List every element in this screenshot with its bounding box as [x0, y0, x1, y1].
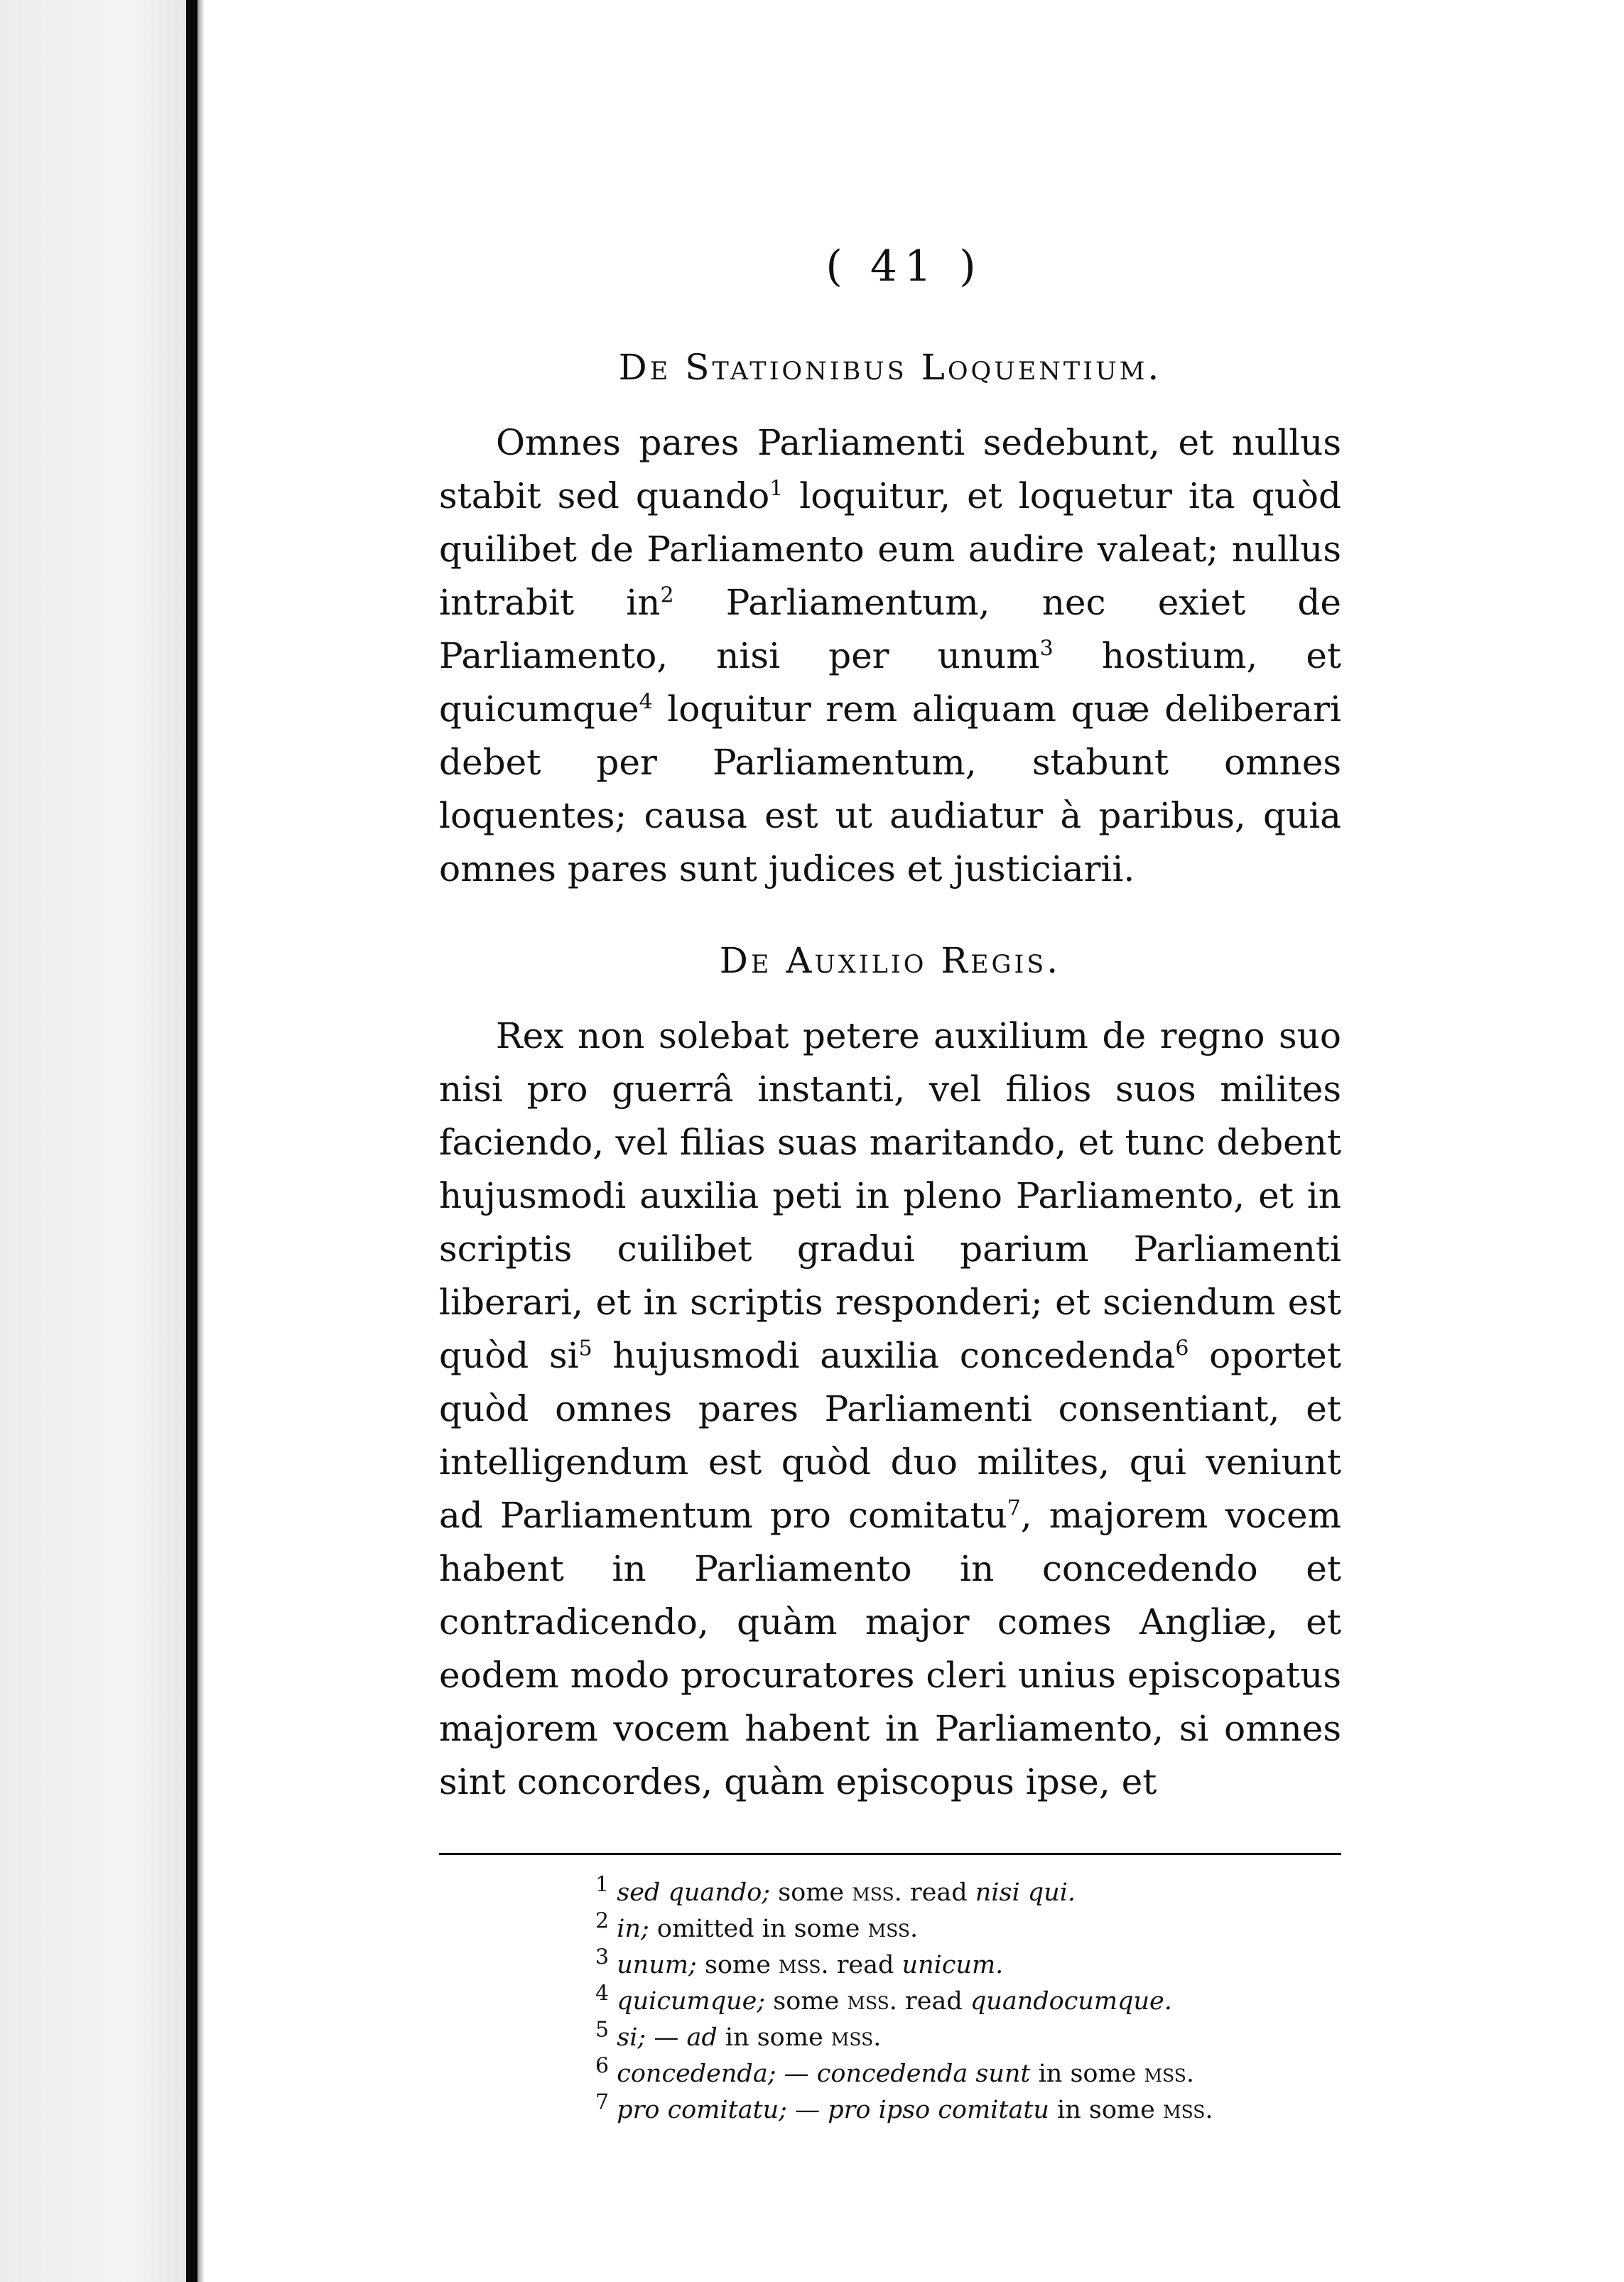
small-caps-text: mss.: [1144, 2060, 1195, 2088]
footnote-number: 6: [595, 2053, 610, 2079]
text-run: , majorem vocem habent in Parliamento in concedendo et contradicendo, quàm major comes Angliæ, et eodem modo procuratores cleri unius episcopatus majorem vocem habent in Parliamento, si omnes sint concordes, quàm episcopus ipse, et: [439, 1495, 1342, 1802]
footnote-number: 1: [595, 1872, 610, 1898]
small-caps-text: mss.: [1162, 2096, 1213, 2124]
footnote-marker: 6: [1175, 1336, 1189, 1361]
footnote-marker: 1: [769, 476, 784, 502]
section-heading-stationibus: De Stationibus Loquentium.: [618, 347, 1162, 388]
page-edge: [197, 0, 205, 2282]
footnote: [595, 2017, 1341, 2056]
text-run: hujusmodi auxilia concedenda: [592, 1335, 1176, 1376]
footnote-number: 4: [595, 1981, 610, 2006]
text-run: Parliamentum, nec exiet de Parliamento, nisi per unum: [439, 582, 1341, 676]
footnote-number: 3: [595, 1945, 610, 1970]
text-run: some: [696, 1951, 779, 1979]
footnotes: [439, 1872, 1341, 2129]
text-run: —: [776, 2060, 817, 2088]
binding-shadow: [186, 0, 197, 2282]
small-caps-text: mss.: [847, 1987, 897, 2016]
footnote-number: 7: [595, 2089, 610, 2115]
italic-text: quicumque;: [617, 1987, 766, 2016]
text-run: some: [765, 1987, 848, 2016]
italic-text: sed quando;: [617, 1878, 771, 1907]
footnote-marker: 3: [1039, 636, 1054, 661]
italic-text: si;: [617, 2023, 646, 2052]
text-run: omitted in some: [649, 1915, 868, 1943]
text-run: read: [902, 1878, 975, 1907]
footnote: [595, 2053, 1341, 2092]
text-run: Rex non solebat petere auxilium de regno suo nisi pro guerrâ instanti, vel filios suos milites faciendo, vel filias suas maritando, et tunc debent hujusmodi auxilia peti in pleno Parliamento, et in scriptis cuilibet gradui parium Parliamenti liberari, et in scriptis responderi; et sciendum est quòd si: [439, 1015, 1341, 1376]
scanner-gutter: [0, 0, 186, 2282]
footnote-marker: 2: [660, 583, 674, 608]
italic-text: concedenda;: [617, 2060, 776, 2088]
italic-text: quandocumque.: [970, 1987, 1172, 2016]
italic-text: pro comitatu;: [617, 2096, 787, 2124]
small-caps-text: mss.: [830, 2023, 882, 2052]
footnote-marker: 7: [1007, 1496, 1021, 1521]
small-caps-text: mss.: [779, 1951, 829, 1979]
text-run: —: [786, 2096, 828, 2124]
italic-text: pro ipso comitatu: [828, 2096, 1049, 2124]
footnote: [595, 1872, 1341, 1911]
text-run: hostium, et quicumque: [439, 635, 1342, 730]
paragraph-stationibus: [439, 416, 1341, 896]
italic-text: concedenda sunt: [816, 2060, 1031, 2088]
text-run: in some: [1049, 2096, 1163, 2124]
footnote: [595, 1908, 1341, 1947]
footnote-marker: 5: [578, 1336, 592, 1361]
footnote: [595, 2089, 1341, 2129]
italic-text: unicum.: [902, 1951, 1004, 1979]
text-run: loquitur rem aliquam quæ deliberari debet per Parliamentum, stabunt omnes loquentes; causa est ut audiatur à paribus, quia omnes pares sunt judices et justiciarii.: [439, 688, 1341, 889]
page-number: ( 41 ): [825, 242, 983, 291]
footnote-marker: 4: [639, 689, 653, 715]
page-content: [439, 242, 1341, 2129]
text-run: in some: [1030, 2060, 1144, 2088]
italic-text: in;: [617, 1915, 649, 1943]
paragraph-auxilio: [439, 1010, 1341, 1809]
text-run: read: [897, 1987, 970, 2016]
footnote: [595, 1947, 1341, 1984]
text-run: —: [646, 2023, 687, 2052]
text-run: oportet quòd omnes pares Parliamenti consentiant, et intelligendum est quòd duo milites, qui veniunt ad Parliamentum pro comitatu: [439, 1335, 1341, 1536]
footnote-rule: [439, 1853, 1341, 1855]
small-caps-text: mss.: [852, 1878, 902, 1907]
italic-text: nisi qui.: [975, 1878, 1076, 1907]
footnote-number: 5: [595, 2017, 610, 2043]
text-run: Omnes pares Parliamenti sedebunt, et nullus stabit sed quando: [439, 422, 1341, 517]
italic-text: ad: [686, 2023, 718, 2052]
text-run: some: [770, 1878, 852, 1907]
small-caps-text: mss.: [867, 1915, 919, 1943]
footnote-number: 2: [595, 1908, 610, 1934]
text-run: read: [828, 1951, 902, 1979]
footnote: [595, 1981, 1341, 2020]
section-heading-auxilio: De Auxilio Regis.: [719, 940, 1061, 981]
italic-text: unum;: [617, 1951, 697, 1979]
text-run: loquitur, et loquetur ita quòd quilibet de Parliamento eum audire valeat; nullus intrabit in: [439, 475, 1342, 623]
text-run: in some: [717, 2023, 831, 2052]
